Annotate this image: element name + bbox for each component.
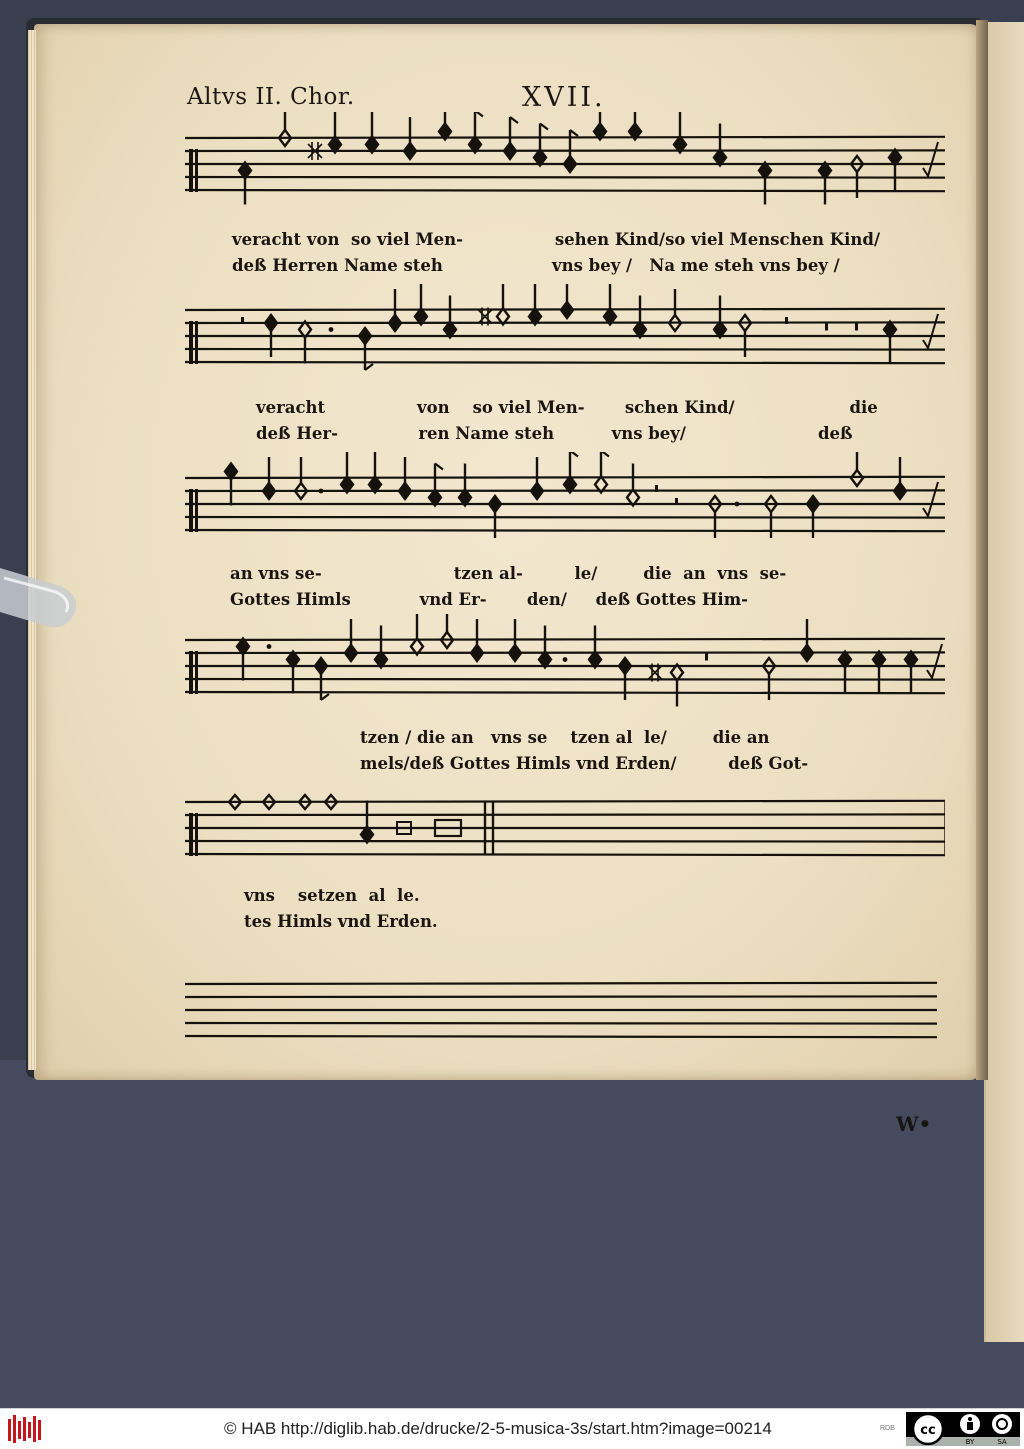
staff-line: [185, 517, 945, 518]
dot: [563, 657, 568, 662]
note-flag: [540, 124, 548, 130]
empty-staff: [185, 958, 945, 1068]
clef-icon: [195, 149, 198, 192]
music-staff-5: [185, 776, 945, 886]
clef-icon: [195, 489, 198, 532]
note-head: [894, 483, 906, 499]
note-flag: [321, 694, 329, 700]
note-head: [504, 143, 516, 159]
music-staff-1: [185, 112, 945, 222]
note-head: [389, 315, 401, 331]
svg-text:BY: BY: [965, 1438, 975, 1446]
svg-text:SA: SA: [997, 1438, 1007, 1446]
lyric-line: veracht von so viel Men- schen Kind/ die: [256, 398, 878, 417]
note-head: [265, 315, 277, 331]
dot: [735, 502, 740, 507]
note-head: [531, 483, 543, 499]
custos-icon: [927, 644, 942, 678]
staff-line: [185, 362, 945, 363]
rest-icon: [825, 324, 828, 331]
staff-line: [185, 639, 945, 640]
note-flag: [510, 117, 518, 123]
catchword: W•: [896, 1112, 932, 1136]
license-badge: [906, 1412, 1020, 1446]
note-flag: [365, 364, 373, 370]
clef-icon: [195, 321, 198, 364]
music-staff-3: [185, 452, 945, 562]
svg-text:cc: cc: [920, 1423, 936, 1438]
note-head: [509, 645, 521, 661]
background-lower: [0, 1060, 1024, 1408]
cc-icon: [913, 1414, 943, 1444]
clef-icon: [195, 651, 198, 694]
note-head: [315, 658, 327, 674]
lyric-line: vns setzen al le.: [244, 886, 420, 905]
book-gutter: [976, 20, 988, 1080]
adjacent-page: [984, 22, 1024, 1342]
voice-part-label: Altvs II. Chor.: [187, 84, 355, 110]
lyric-line: veracht von so viel Men- sehen Kind/so viel Menschen Kind/: [232, 230, 880, 249]
rest-icon: [655, 485, 658, 492]
music-staff-4: [185, 614, 945, 724]
staff-line: [185, 137, 945, 138]
dot: [267, 644, 272, 649]
note-head: [807, 496, 819, 512]
custos-icon: [923, 142, 938, 176]
note-head: [619, 658, 631, 674]
small-mark: RDB: [880, 1425, 895, 1432]
note-head: [471, 645, 483, 661]
note-head: [489, 496, 501, 512]
staff-line: [185, 322, 945, 323]
lyric-line: an vns se- tzen al- le/ die an vns se-: [230, 564, 787, 583]
lyric-line: tzen / die an vns se tzen al le/ die an: [360, 728, 770, 747]
lyric-line: deß Her- ren Name steh vns bey/ deß: [256, 424, 853, 443]
copyright-credit: © HAB http://diglib.hab.de/drucke/2-5-musica-3s/start.htm?image=00214: [224, 1419, 772, 1438]
hab-logo-icon: [6, 1413, 46, 1445]
staff-line: [185, 652, 945, 653]
staff-line: [185, 177, 945, 178]
rest-icon: [675, 498, 678, 505]
staff-line: [185, 477, 945, 478]
note-head: [561, 302, 573, 318]
page-edge: [28, 30, 36, 1070]
footer-bar: [0, 1408, 1024, 1449]
dot: [329, 327, 334, 332]
note-head: [359, 328, 371, 344]
staff-line: [185, 841, 945, 842]
note-flag: [475, 112, 483, 117]
custos-icon: [923, 482, 938, 516]
page-number: XVII.: [522, 82, 606, 113]
staff-line: [185, 983, 937, 984]
note-head: [399, 483, 411, 499]
staff-line: [185, 679, 945, 680]
note-flag: [570, 452, 578, 457]
note-head: [345, 645, 357, 661]
clef-icon: [195, 813, 198, 856]
staff-line: [185, 814, 945, 815]
clef-icon: [189, 489, 193, 532]
note-flag: [601, 452, 609, 457]
note-head: [404, 143, 416, 159]
staff-line: [185, 996, 937, 997]
music-staff-2: [185, 284, 945, 394]
lyric-line: tes Himls vnd Erden.: [244, 912, 438, 931]
lyric-line: mels/deß Gottes Himls vnd Erden/ deß Got-: [360, 754, 809, 773]
staff-line: [185, 190, 945, 191]
note-head: [263, 483, 275, 499]
note-flag: [570, 130, 578, 136]
custos-icon: [923, 314, 938, 348]
clef-icon: [189, 651, 193, 694]
note-head: [801, 645, 813, 661]
staff-line: [185, 490, 945, 491]
dot: [319, 489, 324, 494]
rest-icon: [241, 317, 244, 324]
rest-icon: [855, 324, 858, 331]
clef-icon: [189, 149, 193, 192]
staff-line: [185, 349, 945, 350]
staff-line: [185, 150, 945, 151]
page-holder-icon: [0, 552, 90, 648]
lyric-line: Gottes Himls vnd Er- den/ deß Gottes Him-: [230, 590, 749, 609]
clef-icon: [189, 813, 193, 856]
staff-line: [185, 692, 945, 693]
staff-line: [185, 530, 945, 531]
lyric-line: deß Herren Name steh vns bey / Na me steh vns bey /: [232, 256, 840, 275]
staff-line: [185, 1023, 937, 1024]
staff-line: [185, 854, 945, 855]
clef-icon: [189, 321, 193, 364]
staff-line: [185, 1036, 937, 1037]
rest-icon: [705, 654, 708, 661]
note-flag: [435, 464, 443, 470]
note-head: [564, 156, 576, 172]
rest-icon: [785, 317, 788, 324]
